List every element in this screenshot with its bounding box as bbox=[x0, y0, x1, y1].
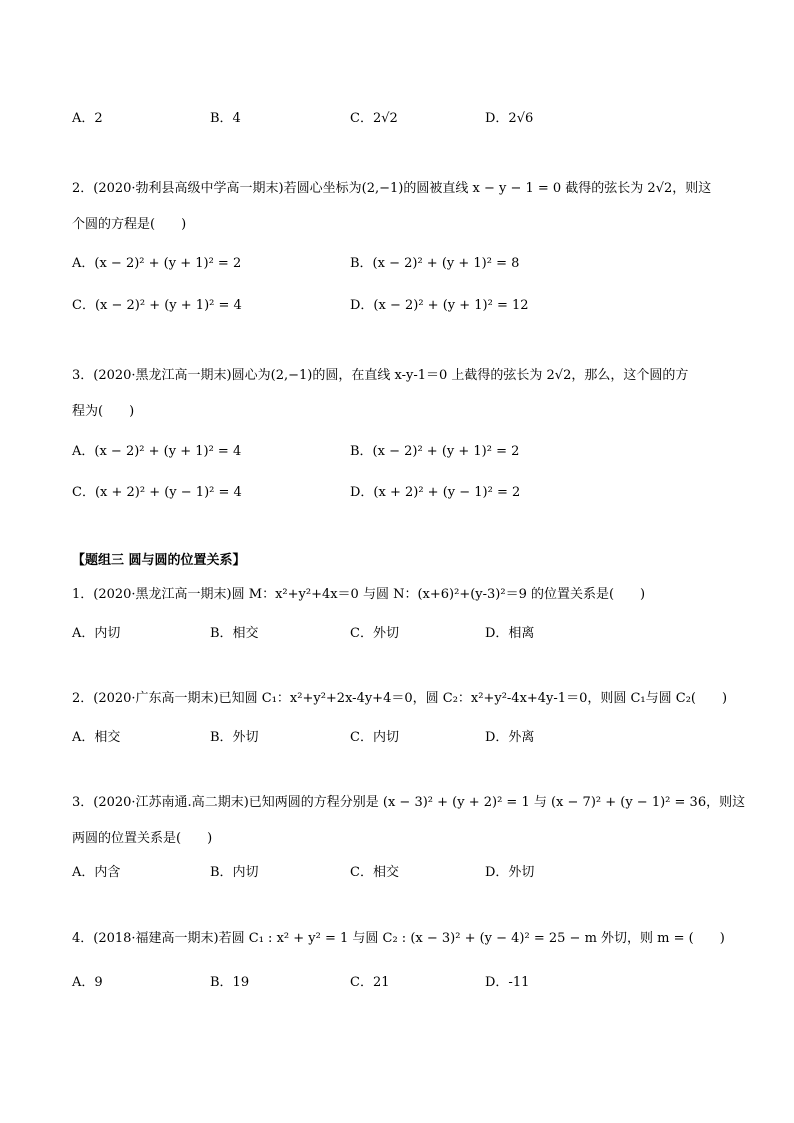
q3-option-a[interactable]: A．(x − 2)² + (y + 1)² = 4 bbox=[72, 444, 242, 459]
g3-q2-options bbox=[72, 726, 752, 746]
g3-q4-option-d[interactable]: D．-11 bbox=[485, 975, 530, 990]
g3-q4-option-c[interactable]: C．21 bbox=[350, 975, 390, 990]
g3-q2-option-c[interactable]: C．内切 bbox=[350, 730, 399, 745]
option-d[interactable]: D．2√6 bbox=[485, 111, 534, 126]
g3-q3-option-a[interactable]: A．内含 bbox=[72, 865, 121, 880]
option-b[interactable]: B．4 bbox=[210, 111, 241, 126]
q2-option-b[interactable]: B．(x − 2)² + (y + 1)² = 8 bbox=[350, 256, 520, 271]
q3-option-d[interactable]: D．(x + 2)² + (y − 1)² = 2 bbox=[350, 485, 521, 500]
g3-q1-option-d[interactable]: D．相离 bbox=[485, 626, 535, 641]
q2-stem-line2: 个圆的方程是( ) bbox=[72, 217, 187, 232]
g3-q2-stem: 2．(2020·广东高一期末)已知圆 C₁：x²+y²+2x-4y+4＝0，圆 C₂：x²+y²-4x+4y-1＝0，则圆 C₁与圆 C₂( ) bbox=[72, 691, 728, 706]
g3-q4-stem: 4．(2018·福建高一期末)若圆 C₁ : x² + y² = 1 与圆 C₂ : (x − 3)² + (y − 4)² = 25 − m 外切，则 m = ( ) bbox=[72, 931, 725, 946]
q2-option-c[interactable]: C．(x − 2)² + (y + 1)² = 4 bbox=[72, 298, 242, 313]
q3-option-b[interactable]: B．(x − 2)² + (y + 1)² = 2 bbox=[350, 444, 520, 459]
q3-stem-line2: 程为( ) bbox=[72, 404, 135, 419]
g3-q2-option-d[interactable]: D．外离 bbox=[485, 730, 535, 745]
q2-option-a[interactable]: A．(x − 2)² + (y + 1)² = 2 bbox=[72, 256, 242, 271]
g3-q2-option-b[interactable]: B．外切 bbox=[210, 730, 259, 745]
g3-q1-option-b[interactable]: B．相交 bbox=[210, 626, 259, 641]
g3-q4-option-b[interactable]: B．19 bbox=[210, 975, 250, 990]
q3-options-row1 bbox=[72, 440, 752, 460]
g3-q1-option-c[interactable]: C．外切 bbox=[350, 626, 399, 641]
q2-option-d[interactable]: D．(x − 2)² + (y + 1)² = 12 bbox=[350, 298, 529, 313]
g3-q1-option-a[interactable]: A．内切 bbox=[72, 626, 121, 641]
q2-stem-line1: 2．(2020·勃利县高级中学高一期末)若圆心坐标为(2,−1)的圆被直线 x − y − 1 = 0 截得的弦长为 2√2，则这 bbox=[72, 181, 712, 196]
g3-q3-stem-line2: 两圆的位置关系是( ) bbox=[72, 831, 213, 846]
g3-q4-options bbox=[72, 971, 752, 991]
section-heading: 【题组三 圆与圆的位置关系】 bbox=[72, 553, 246, 568]
q2-options-row2 bbox=[72, 294, 752, 314]
option-c[interactable]: C．2√2 bbox=[350, 111, 398, 126]
g3-q1-options bbox=[72, 622, 752, 642]
g3-q2-option-a[interactable]: A．相交 bbox=[72, 730, 121, 745]
option-a[interactable]: A．2 bbox=[72, 111, 103, 126]
q3-option-c[interactable]: C．(x + 2)² + (y − 1)² = 4 bbox=[72, 485, 242, 500]
prev-question-options bbox=[72, 107, 752, 127]
q3-options-row2 bbox=[72, 481, 752, 501]
q3-stem-line1: 3．(2020·黑龙江高一期末)圆心为(2,−1)的圆，在直线 x-y-1＝0 上截得的弦长为 2√2，那么，这个圆的方 bbox=[72, 368, 689, 383]
g3-q3-option-d[interactable]: D．外切 bbox=[485, 865, 535, 880]
g3-q1-stem: 1．(2020·黑龙江高一期末)圆 M：x²+y²+4x＝0 与圆 N：(x+6)²+(y-3)²＝9 的位置关系是( ) bbox=[72, 587, 646, 602]
g3-q4-option-a[interactable]: A．9 bbox=[72, 975, 103, 990]
g3-q3-option-c[interactable]: C．相交 bbox=[350, 865, 399, 880]
g3-q3-option-b[interactable]: B．内切 bbox=[210, 865, 259, 880]
q2-options-row1 bbox=[72, 252, 752, 272]
g3-q3-options bbox=[72, 861, 752, 881]
g3-q3-stem-line1: 3．(2020·江苏南通.高二期末)已知两圆的方程分别是 (x − 3)² + (y + 2)² = 1 与 (x − 7)² + (y − 1)² = 36，则这 bbox=[72, 795, 746, 810]
